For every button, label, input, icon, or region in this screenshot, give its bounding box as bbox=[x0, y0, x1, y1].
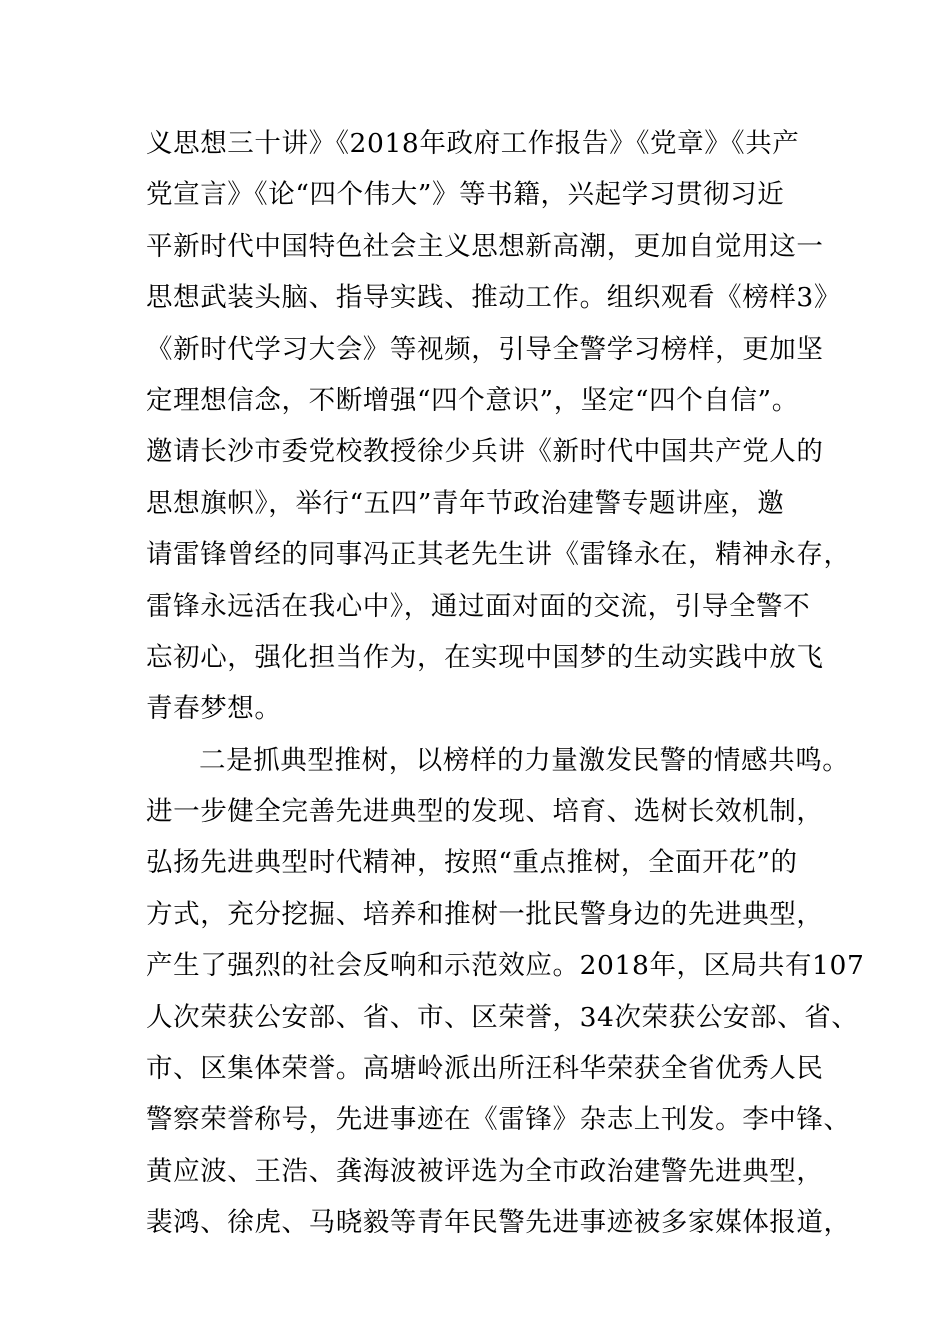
text-line: 市、区集体荣誉。高塘岭派出所汪科华荣获全省优秀人民 bbox=[146, 1053, 824, 1085]
text-line: 平新时代中国特色社会主义思想新高潮，更加自觉用这一 bbox=[146, 230, 824, 262]
text-line: 《新时代学习大会》等视频，引导全警学习榜样，更加坚 bbox=[146, 333, 824, 365]
body-text bbox=[146, 128, 865, 1259]
text-line: 思想武装头脑、指导实践、推动工作。组织观看《榜样3》 bbox=[146, 282, 841, 314]
text-line: 警察荣誉称号，先进事迹在《雷锋》杂志上刊发。李中锋、 bbox=[146, 1104, 851, 1136]
text-line: 邀请长沙市委党校教授徐少兵讲《新时代中国共产党人的 bbox=[146, 436, 824, 468]
text-line: 人次荣获公安部、省、市、区荣誉，34次荣获公安部、省、 bbox=[146, 1001, 859, 1033]
text-line: 青春梦想。 bbox=[146, 693, 282, 725]
text-line: 方式，充分挖掘、培养和推树一批民警身边的先进典型， bbox=[146, 898, 824, 930]
text-line: 思想旗帜》，举行“五四”青年节政治建警专题讲座，邀 bbox=[146, 487, 785, 519]
text-line: 党宣言》《论“四个伟大”》等书籍，兴起学习贯彻习近 bbox=[146, 179, 785, 211]
text-line: 裴鸿、徐虎、马晓毅等青年民警先进事迹被多家媒体报道， bbox=[146, 1207, 851, 1239]
text-line: 定理想信念，不断增强“四个意识”，坚定“四个自信”。 bbox=[146, 384, 799, 416]
text-line: 请雷锋曾经的同事冯正其老先生讲《雷锋永在，精神永存， bbox=[146, 539, 851, 571]
text-line: 黄应波、王浩、龚海波被评选为全市政治建警先进典型， bbox=[146, 1155, 824, 1187]
text-line: 雷锋永远活在我心中》，通过面对面的交流，引导全警不 bbox=[146, 590, 811, 622]
text-line: 忘初心，强化担当作为，在实现中国梦的生动实践中放飞 bbox=[146, 641, 824, 673]
text-line: 产生了强烈的社会反响和示范效应。2018年，区局共有107 bbox=[146, 950, 865, 982]
text-line: 进一步健全完善先进典型的发现、培育、选树长效机制， bbox=[146, 796, 824, 828]
text-line: 弘扬先进典型时代精神，按照“重点推树，全面开花”的 bbox=[146, 847, 798, 879]
paragraph-start-line: 二是抓典型推树，以榜样的力量激发民警的情感共鸣。 bbox=[199, 744, 850, 776]
text-line: 义思想三十讲》《2018年政府工作报告》《党章》《共产 bbox=[146, 128, 800, 159]
